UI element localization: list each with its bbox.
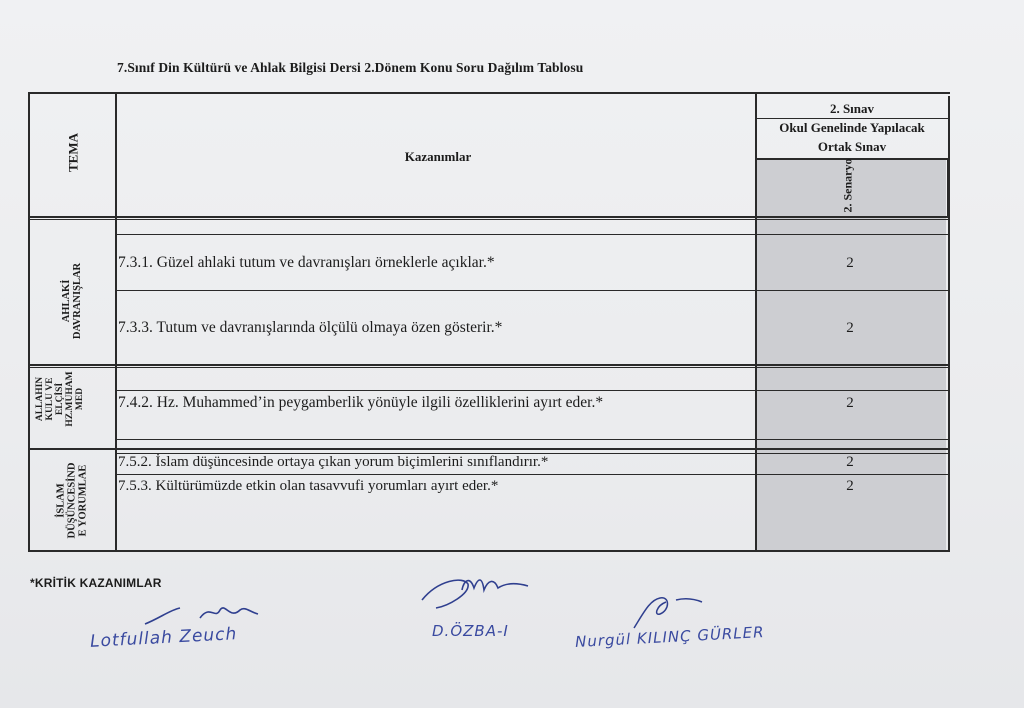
senaryo-header: 2. Senaryo [840,158,855,213]
signature-2-flourish [418,570,538,615]
exam-header-line3: Ortak Sınav [817,139,887,154]
value-7-3-1: 2 [846,255,854,271]
value-7-5-3: 2 [846,478,854,494]
theme-name-line: ALLAHIN [35,376,45,422]
critical-outcomes-note: *KRİTİK KAZANIMLAR [30,576,162,590]
kazanim-7-5-2: 7.5.2. İslam düşüncesinde ortaya çıkan yorum biçimlerini sınıflandırır.* [118,454,549,470]
exam-header-line2: Okul Genelinde Yapılacak [779,120,925,135]
theme-name-line: DÜŞÜNCESİND [66,462,78,539]
distribution-table [28,92,950,552]
theme-name-line: İSLAM [55,483,67,518]
theme-name-line: E YORUMLAE [77,464,89,537]
value-7-4-2: 2 [846,395,854,411]
kazanimlar-header: Kazanımlar [404,149,472,164]
signature-2: D.ÖZBA-I [432,622,509,640]
kazanim-7-5-3: 7.5.3. Kültürümüzde etkin olan tasavvufi yorumları ayırt eder.* [118,478,499,494]
theme-name-line: DAVRANIŞLAR [72,262,83,340]
kazanim-7-3-1: 7.3.1. Güzel ahlaki tutum ve davranışları örneklerle açıklar.* [118,254,495,271]
exam-header-line1: 2. Sınav [829,101,875,116]
theme-name-line: AHLAKİ [61,279,72,323]
document-title: 7.Sınıf Din Kültürü ve Ahlak Bilgisi Dersi 2.Dönem Konu Soru Dağılım Tablosu [117,60,584,75]
kazanim-7-3-3: 7.3.3. Tutum ve davranışlarında ölçülü olmaya özen gösterir.* [118,319,503,336]
value-7-5-2: 2 [846,454,854,470]
theme-name-line: HZ.MUHAM [65,371,75,427]
signature-1: Lotfullah Zeuch [89,624,238,652]
value-7-3-3: 2 [846,320,854,336]
theme-name-line: KULU VE [45,377,55,421]
signature-3: Nurgül KILINÇ GÜRLER [574,623,765,651]
theme-name-line: MED [75,387,85,411]
kazanim-7-4-2: 7.4.2. Hz. Muhammed’in peygamberlik yönüyle ilgili özelliklerini ayırt eder.* [118,394,604,411]
theme-name-line: ELÇİSİ [55,382,65,416]
theme-ahlaki-davranislar [30,232,114,362]
tema-header: TEMA [65,133,81,172]
theme-islam-dusuncesi [30,450,114,550]
